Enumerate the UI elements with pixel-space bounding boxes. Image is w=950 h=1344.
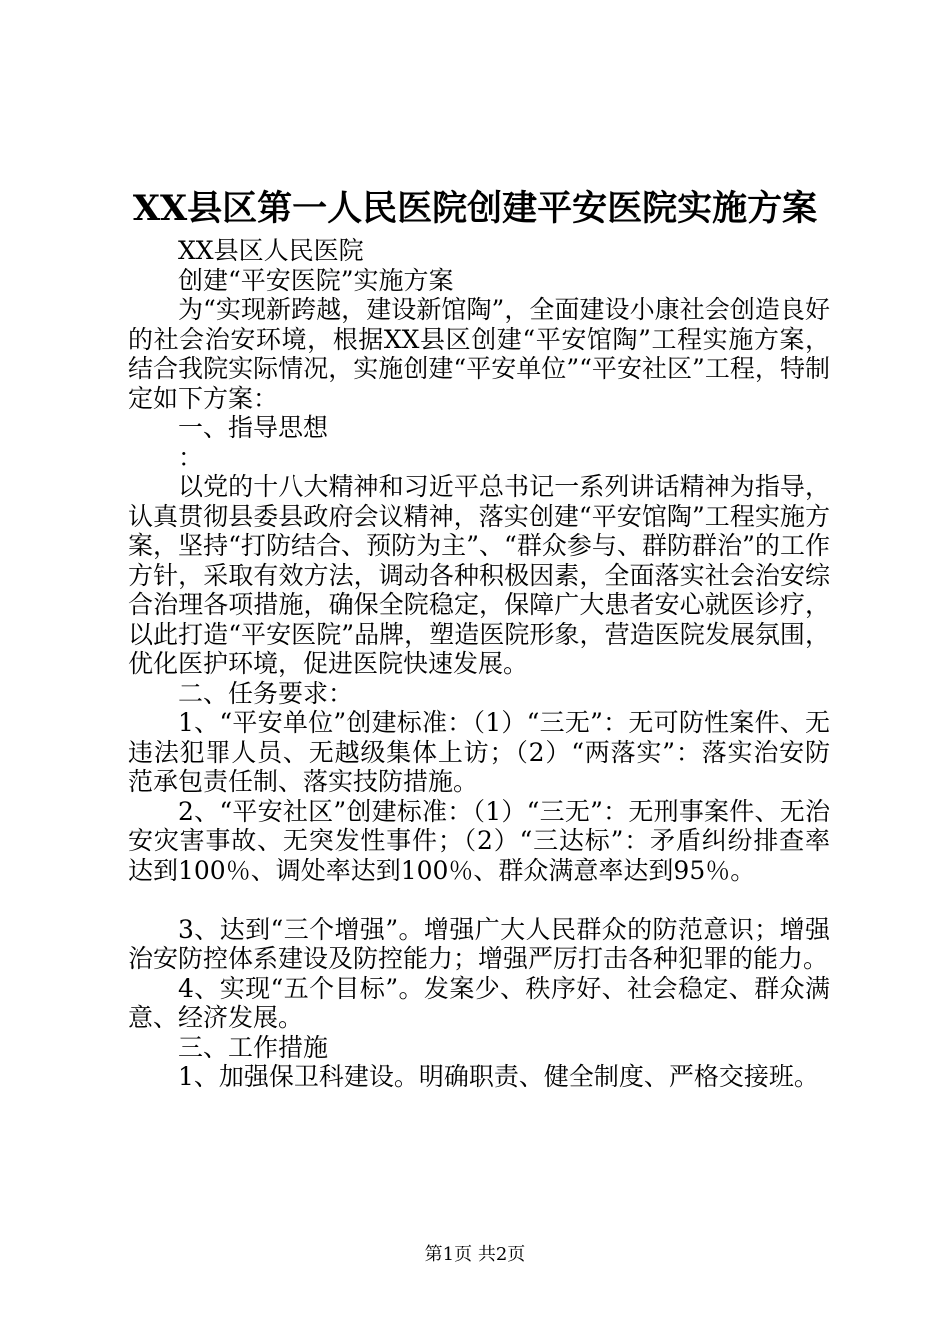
- paragraph-measure-1: 1、加强保卫科建设。明确职责、健全制度、严格交接班。: [178, 1062, 819, 1091]
- paragraph-guiding-content: 以党的十八大精神和习近平总书记一系列讲话精神为指导，认真贯彻县委县政府会议精神，落实创建“平安馆陶”工程实施方案，坚持“打防结合、预防为主”、“群众参与、群防群治”的工作方针，采取有效方法，调动各种积极因素，全面落实社会治安综合治理各项措施，确保全院稳定，保障广大患者安心就医诊疗，以此打造“平安医院”品牌，塑造医院形象，营造医院发展氛围，优化医护环境，促进医院快速发展。: [128, 472, 830, 678]
- document-body: [128, 236, 830, 1092]
- page-footer: 第1页 共2页: [424, 1244, 526, 1265]
- heading-guiding-ideology: 一、指导思想: [178, 413, 329, 442]
- paragraph-hospital-name: XX县区人民医院: [178, 236, 364, 265]
- document-title: XX县区第一人民医院创建平安医院实施方案: [132, 188, 818, 229]
- blank-line: [128, 885, 830, 915]
- paragraph-task-4: 4、实现“五个目标”。发案少、秩序好、社会稳定、群众满意、经济发展。: [128, 973, 830, 1032]
- heading-work-measures: 三、工作措施: [178, 1032, 329, 1062]
- paragraph-intro: 为“实现新跨越，建设新馆陶”，全面建设小康社会创造良好的社会治安环境，根据XX县区创建“平安馆陶”工程实施方案，结合我院实际情况，实施创建“平安单位”“平安社区”工程，特制定如下方案：: [128, 295, 830, 413]
- paragraph-colon: ：: [178, 442, 204, 472]
- paragraph-task-2: 2、“平安社区”创建标准：（1）“三无”：无刑事案件、无治安灾害事故、无突发性事件；（2）“三达标”：矛盾纠纷排查率达到100％、调处率达到100％、群众满意率达到95％。: [128, 796, 830, 885]
- paragraph-task-1: 1、“平安单位”创建标准：（1）“三无”：无可防性案件、无违法犯罪人员、无越级集体上访；（2）“两落实”：落实治安防范承包责任制、落实技防措施。: [128, 708, 830, 796]
- paragraph-task-3: 3、达到“三个增强”。增强广大人民群众的防范意识；增强治安防控体系建设及防控能力；增强严厉打击各种犯罪的能力。: [128, 914, 830, 973]
- paragraph-plan-name: 创建“平安医院”实施方案: [178, 265, 454, 295]
- heading-task-requirements: 二、任务要求：: [178, 678, 354, 708]
